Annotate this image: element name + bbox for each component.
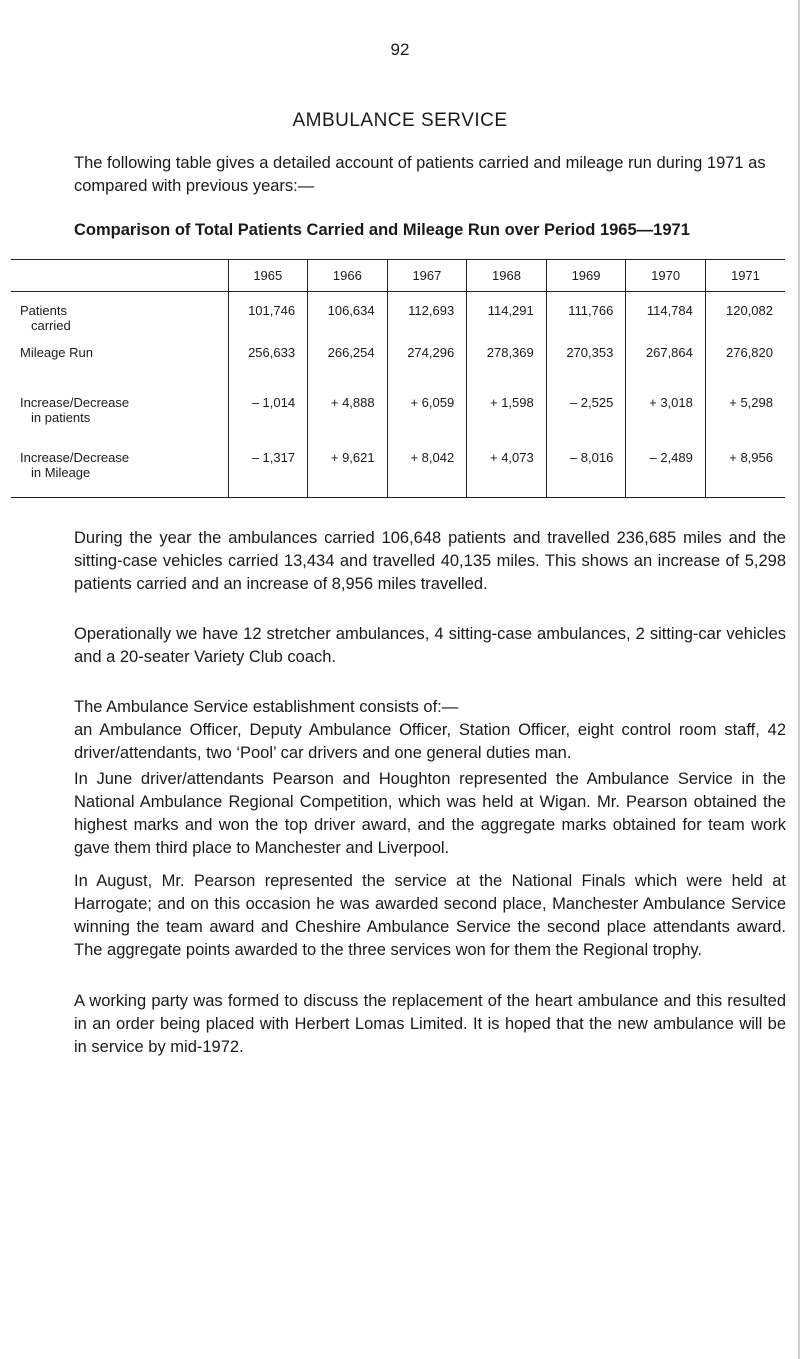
row-label-line1: Increase/Decrease — [20, 394, 130, 410]
table-cell: 106,634 — [308, 292, 388, 345]
table-cell: 274,296 — [387, 345, 467, 387]
table-cell: 276,820 — [705, 345, 785, 387]
row-label-line1: Increase/Decrease — [20, 449, 130, 465]
table-cell: 278,369 — [467, 345, 547, 387]
table-cell: 114,784 — [626, 292, 706, 345]
paragraph-working-party: A working party was formed to discuss the replacement of the heart ambulance and this resulted in an order being placed with Herbert Lomas Limited. It is hoped that the new ambulance will be in service by mid-1972. — [74, 992, 786, 1056]
paragraph-patients-summary: During the year the ambulances carried 106,648 patients and travelled 236,685 miles and the sitting-case vehicles carried 13,434 and travelled 40,135 miles. This shows an increase of 5,298 patients carried and an increase of 8,956 miles travelled. — [74, 529, 786, 593]
row-label: Mileage Run — [11, 345, 228, 387]
paragraph-national-finals: In August, Mr. Pearson represented the service at the National Finals which were held at Harrogate; and on this occasion he was awarded second place, Manchester Ambulance Service winning the team award and Cheshire Ambulance Service the second place attendants award. The aggregate points awarded to the three services won for them the Regional trophy. — [74, 872, 786, 959]
paragraph-fleet: Operationally we have 12 stretcher ambulances, 4 sitting-case ambulances, 2 sitting-car vehicles and a 20-seater Variety Club coach. — [74, 625, 786, 666]
table-cell: – 1,014 — [228, 387, 308, 444]
header-year: 1966 — [308, 260, 388, 292]
table-cell: 111,766 — [546, 292, 626, 345]
table-title: Comparison of Total Patients Carried and Mileage Run over Period 1965—1971 — [74, 221, 690, 239]
page-number: 92 — [390, 40, 410, 59]
table-cell: + 8,042 — [387, 444, 467, 498]
table-cell: – 8,016 — [546, 444, 626, 498]
header-year: 1969 — [546, 260, 626, 292]
row-label — [11, 387, 228, 444]
table-cell: 101,746 — [228, 292, 308, 345]
table-cell: + 6,059 — [387, 387, 467, 444]
table-cell: – 2,525 — [546, 387, 626, 444]
table-cell: + 3,018 — [626, 387, 706, 444]
header-year: 1965 — [228, 260, 308, 292]
comparison-table — [11, 259, 785, 498]
establishment-intro: The Ambulance Service establishment consists of:— — [74, 698, 459, 716]
table-cell: + 1,598 — [467, 387, 547, 444]
section-heading: AMBULANCE SERVICE — [292, 110, 508, 131]
table-cell: + 8,956 — [705, 444, 785, 498]
header-year: 1970 — [626, 260, 706, 292]
row-label-line2: in patients — [31, 409, 91, 425]
row-label-line1: Patients — [20, 303, 67, 318]
table-cell: + 5,298 — [705, 387, 785, 444]
row-label-line2: in Mileage — [31, 464, 91, 480]
intro-text: The following table gives a detailed account of patients carried and mileage run during 1971 as compared with previous years:— — [74, 154, 766, 195]
table-cell: 266,254 — [308, 345, 388, 387]
header-year: 1971 — [705, 260, 785, 292]
row-label-line2: carried — [31, 318, 71, 333]
header-blank-cell — [11, 260, 228, 292]
table-cell: 112,693 — [387, 292, 467, 345]
table-row-patients-carried — [11, 292, 785, 345]
table-cell: 114,291 — [467, 292, 547, 345]
header-year: 1968 — [467, 260, 547, 292]
table-cell: 267,864 — [626, 345, 706, 387]
table-cell: – 2,489 — [626, 444, 706, 498]
table-row-increase-patients — [11, 387, 785, 444]
header-year: 1967 — [387, 260, 467, 292]
establishment-list: an Ambulance Officer, Deputy Ambulance Officer, Station Officer, eight control room staff, 42 driver/attendants, two ‘Pool’ car drivers and one general duties man. — [74, 721, 786, 762]
table-cell: 120,082 — [705, 292, 785, 345]
table-cell: 256,633 — [228, 345, 308, 387]
table-cell: + 9,621 — [308, 444, 388, 498]
table-header-row — [11, 260, 785, 292]
table-cell: 270,353 — [546, 345, 626, 387]
paragraph-establishment — [74, 696, 786, 765]
table-row-mileage-run — [11, 345, 785, 387]
paragraph-regional-competition: In June driver/attendants Pearson and Houghton represented the Ambulance Service in the National Ambulance Regional Competition, which was held at Wigan. Mr. Pearson obtained the highest marks and won the top driver award, and the aggregate marks obtained for team work gave them third place to Manchester and Liverpool. — [74, 770, 786, 857]
table-cell: + 4,073 — [467, 444, 547, 498]
row-label — [11, 292, 228, 345]
table-cell: + 4,888 — [308, 387, 388, 444]
table-cell: – 1,317 — [228, 444, 308, 498]
row-label — [11, 444, 228, 498]
table-row-increase-mileage — [11, 444, 785, 498]
